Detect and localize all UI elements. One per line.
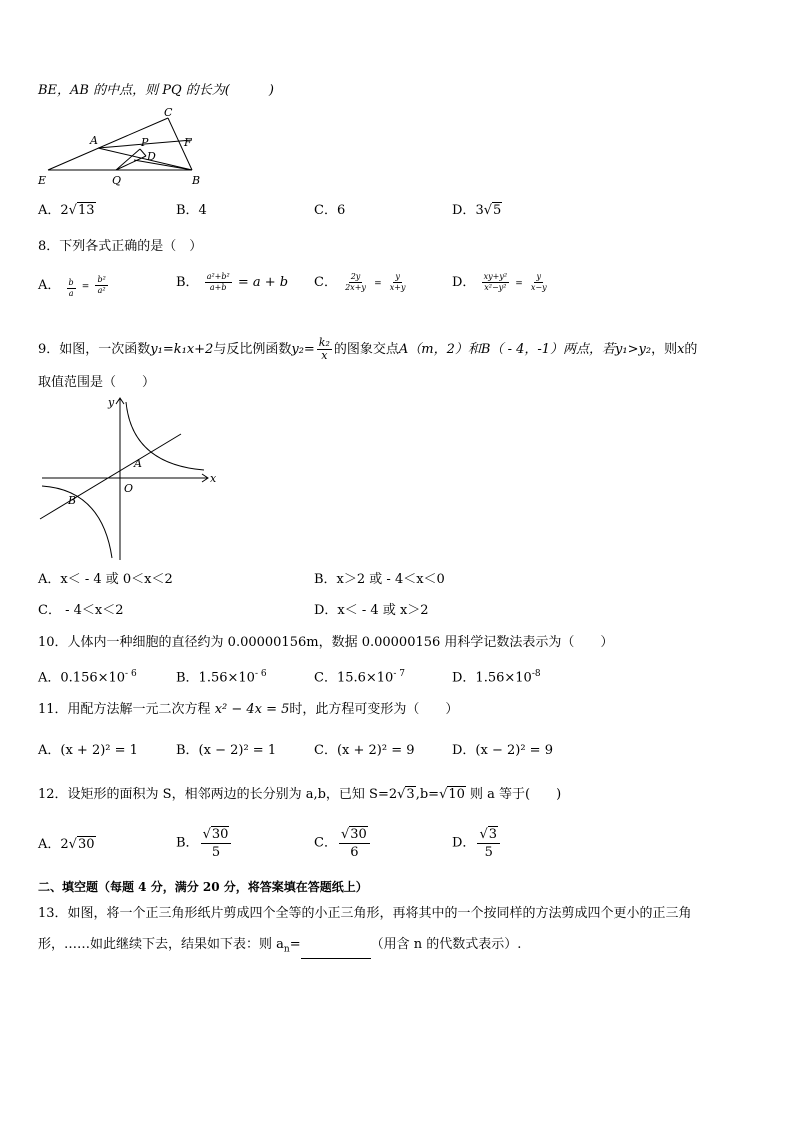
- q9-axis-y: y: [108, 396, 115, 409]
- q9-label-O: O: [124, 482, 134, 495]
- q7-label-F: F: [184, 136, 192, 149]
- q12-option-c[interactable]: C． $\frac{√30}{6}$: [314, 826, 372, 861]
- q11-stem: 11．用配方法解一元二次方程 x² − 4x = 5时，此方程可变形为（ ）: [38, 702, 459, 717]
- q12-stem: 12．设矩形的面积为 S，相邻两边的长分别为 a,b，已知 S=2√3,b=√10 则 a 等于( ): [38, 787, 562, 802]
- q7-label-D: D: [147, 150, 156, 163]
- q8-option-d[interactable]: D． $\frac{\text{xy+y²}}{\text{x²−y²}}$ = $\frac{y}{x-y}$: [452, 272, 547, 292]
- q10-stem: 10．人体内一种细胞的直径约为 0.00000156m，数据 0.00000156 用科学记数法表示为（ ）: [38, 635, 614, 650]
- q7-label-C: C: [164, 106, 173, 119]
- q13-line1: 13．如图，将一个正三角形纸片剪成四个全等的小正三角形，再将其中的一个按同样的方法剪成四个更小的正三角: [38, 906, 692, 921]
- q7-figure: [36, 104, 206, 190]
- q12-option-b[interactable]: B． $\frac{√30}{5}$: [176, 826, 233, 861]
- q11-option-b[interactable]: B．(x − 2)² = 1: [176, 743, 277, 758]
- q8-option-c[interactable]: C． $\frac{2y}{2x+y}$ = $\frac{y}{x+y}$: [314, 272, 406, 292]
- q9-graph: [36, 394, 226, 564]
- q13-answer-blank[interactable]: [301, 946, 371, 959]
- q10-option-c[interactable]: C．$15.6\times 10^{- 7}$: [314, 669, 405, 686]
- q10-option-b[interactable]: B．$1.56\times 10^{- 6}$: [176, 669, 267, 686]
- q9-stem-line2: 取值范围是（ ）: [38, 375, 156, 390]
- q8-option-b[interactable]: B． $\frac{\text{a²+b²}}{a+b}$ = a + b: [176, 272, 289, 292]
- q7-label-P: P: [141, 136, 149, 149]
- q11-option-a[interactable]: A．(x + 2)² = 1: [38, 743, 138, 758]
- q10-option-a[interactable]: A．$0.156\times 10^{- 6}$: [38, 669, 137, 686]
- q8-stem: 8．下列各式正确的是（ ）: [38, 239, 203, 254]
- q12-option-a[interactable]: A．2√30: [38, 837, 95, 852]
- q12-option-d[interactable]: D． $\frac{√3}{5}$: [452, 826, 502, 861]
- q9-stem: 9．如图，一次函数y₁=k₁x+2与反比例函数y₂= $\frac{\text{k₂}}{x}$ 的图象交点A（m，2）和B（ - 4，-1）两点，若y₁>y₂，则x的: [38, 336, 698, 362]
- q7-label-E: E: [38, 174, 47, 187]
- q10-option-d[interactable]: D．$1.56\times 10^{-8}$: [452, 669, 541, 686]
- q7-stem: BE，AB 的中点，则 PQ 的长为( ): [38, 83, 274, 98]
- q7-option-a[interactable]: A．2√13: [38, 203, 95, 218]
- q9-axis-x: x: [210, 472, 217, 485]
- q7-label-Q: Q: [112, 174, 122, 187]
- q7-label-A: A: [90, 134, 98, 147]
- q7-option-c[interactable]: C．6: [314, 203, 346, 218]
- q9-option-c[interactable]: C． - 4＜x＜2: [38, 603, 124, 618]
- q9-option-b[interactable]: B．x＞2 或 - 4＜x＜0: [314, 572, 445, 587]
- q11-option-d[interactable]: D．(x − 2)² = 9: [452, 743, 553, 758]
- q9-option-d[interactable]: D．x＜ - 4 或 x＞2: [314, 603, 429, 618]
- section-heading: 二、填空题（每题 4 分，满分 20 分，将答案填在答题纸上）: [38, 880, 368, 894]
- q13-line2: 形，……如此继续下去，结果如下表：则 $a_n=$ （用含 n 的代数式表示）.: [38, 936, 521, 959]
- q9-label-B: B: [68, 494, 77, 507]
- q8-option-a[interactable]: A． $\frac{b}{a}$ = $\frac{\text{b²}}{\text{a²}}$: [38, 275, 106, 298]
- q9-label-A: A: [134, 457, 142, 470]
- q7-option-b[interactable]: B．4: [176, 203, 207, 218]
- q7-option-d[interactable]: D．3√5: [452, 203, 502, 218]
- q11-option-c[interactable]: C．(x + 2)² = 9: [314, 743, 415, 758]
- q9-option-a[interactable]: A．x＜ - 4 或 0＜x＜2: [38, 572, 173, 587]
- q7-label-B: B: [192, 174, 201, 187]
